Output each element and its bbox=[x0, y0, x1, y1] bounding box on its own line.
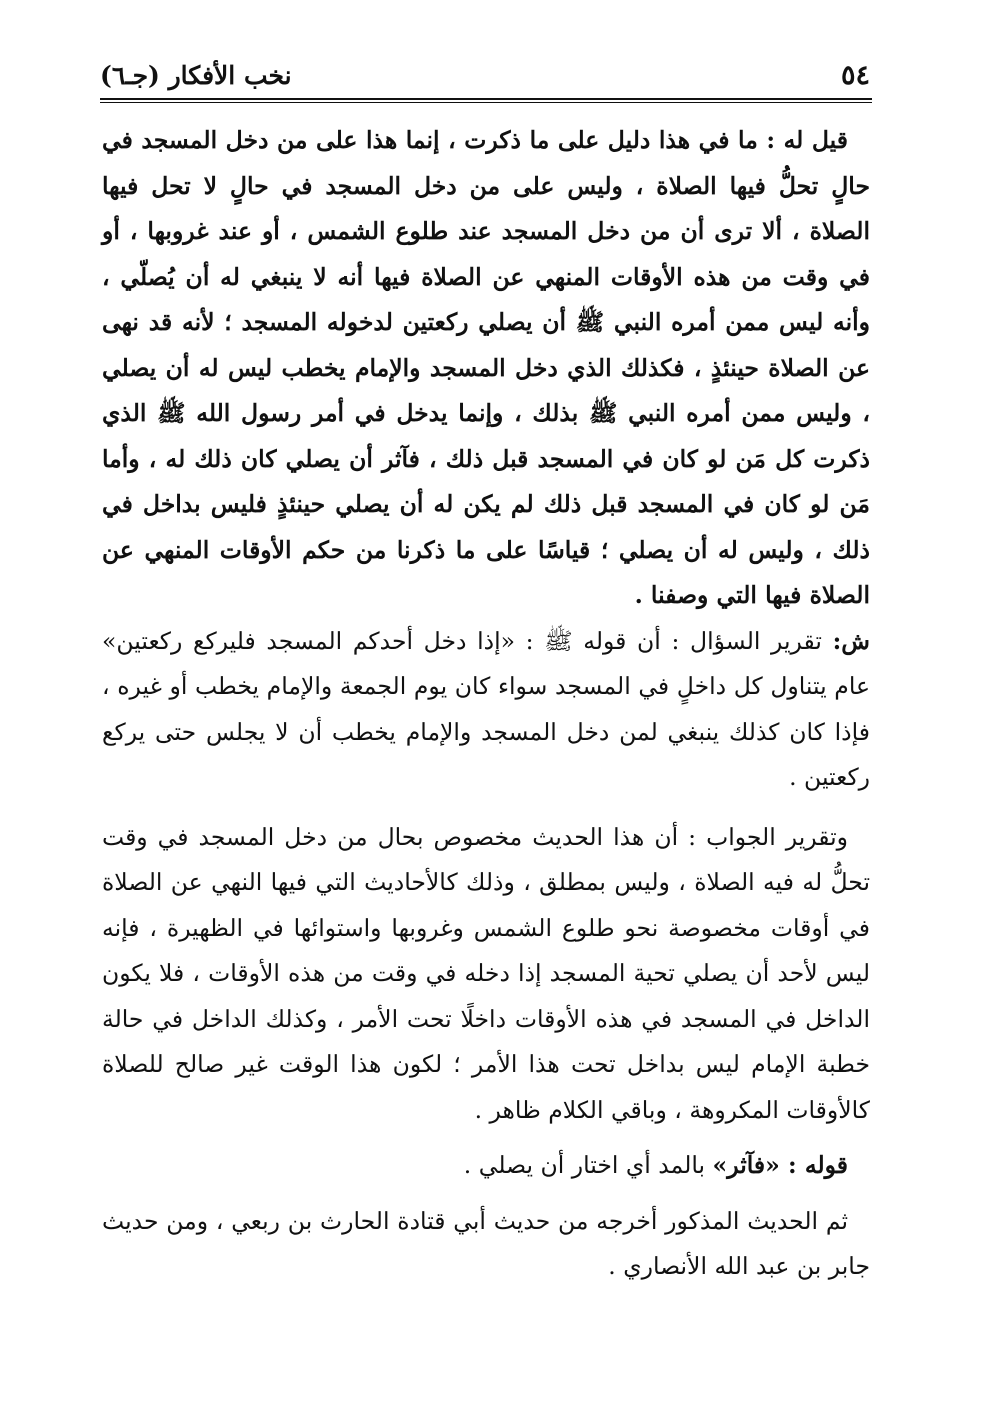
header-rule-thin bbox=[100, 102, 872, 103]
sharh-label: ش: bbox=[832, 626, 870, 655]
answer-paragraph: وتقرير الجواب : أن هذا الحديث مخصوص بحال من دخل المسجد في وقت تحلُّ له فيه الصلاة ، وليس بمطلق ، وذلك كالأحاديث التي فيها النهي عن الصلاة في أوقات مخصوصة نحو طلوع الشمس وغروبها واستوائها في الظهيرة ، فإنه ليس لأحد أن يصلي تحية المسجد إذا دخله في وقت من هذه الأوقات ، فلا يكون الداخل في المسجد في هذه الأوقات داخلًا تحت الأمر ، وكذلك الداخل في حالة خطبة الإمام ليس بداخل تحت هذا الأمر ؛ لكون هذا الوقت غير صالح للصلاة كالأوقات المكروهة ، وباقي الكلام ظاهر . bbox=[102, 822, 870, 1124]
sharh-paragraph bbox=[102, 619, 870, 801]
qawluhu-paragraph bbox=[102, 1143, 870, 1189]
paragraph-gap bbox=[102, 801, 870, 815]
page-header bbox=[100, 55, 870, 95]
quoted-text-paragraph: قيل له : ما في هذا دليل على ما ذكرت ، إنما هذا على من دخل المسجد في حالٍ تحلُّ فيها الصلاة ، وليس على من دخل المسجد في حالٍ لا تحل فيها الصلاة ، ألا ترى أن من دخل المسجد عند طلوع الشمس ، أو عند غروبها ، أو في وقت من هذه الأوقات المنهي عن الصلاة فيها أنه لا ينبغي له أن يُصلّي ، وأنه ليس ممن أمره النبي ﷺ أن يصلي ركعتين لدخوله المسجد ؛ لأنه قد نهى عن الصلاة حينئذٍ ، فكذلك الذي دخل المسجد والإمام يخطب ليس له أن يصلي ، وليس ممن أمره النبي ﷺ بذلك ، وإنما يدخل في أمر رسول الله ﷺ الذي ذكرت كل مَن لو كان في المسجد قبل ذلك ، فآثر أن يصلي كان ذلك له ، وأما مَن لو كان في المسجد قبل ذلك لم يكن له أن يصلي حينئذٍ فليس بداخل في ذلك ، وليس له أن يصلي ؛ قياسًا على ما ذكرنا من حكم الأوقات المنهي عن الصلاة فيها التي وصفنا . bbox=[102, 126, 870, 609]
header-rule bbox=[100, 98, 872, 100]
qawluhu-label: قوله : «فآثر» bbox=[712, 1151, 848, 1179]
page-body bbox=[102, 118, 870, 1290]
paragraph-gap bbox=[102, 1133, 870, 1143]
page-number: ٥٤ bbox=[840, 59, 870, 91]
closing-paragraph: ثم الحديث المذكور أخرجه من حديث أبي قتادة الحارث بن ربعي ، ومن حديث جابر بن عبد الله الأنصاري . bbox=[102, 1206, 870, 1280]
sharh-text: تقرير السؤال : أن قوله ﷺ : «إذا دخل أحدكم المسجد فليركع ركعتين» عام يتناول كل داخلٍ في المسجد سواء كان يوم الجمعة والإمام يخطب أو غيره ، فإذا كان كذلك ينبغي لمن دخل المسجد والإمام يخطب أن لا يجلس حتى يركع ركعتين . bbox=[102, 626, 870, 791]
paragraph-gap bbox=[102, 1189, 870, 1199]
qawluhu-text: بالمد أي اختار أن يصلي . bbox=[463, 1151, 706, 1179]
book-title: نخب الأفكار (جـ٦) bbox=[100, 60, 292, 90]
